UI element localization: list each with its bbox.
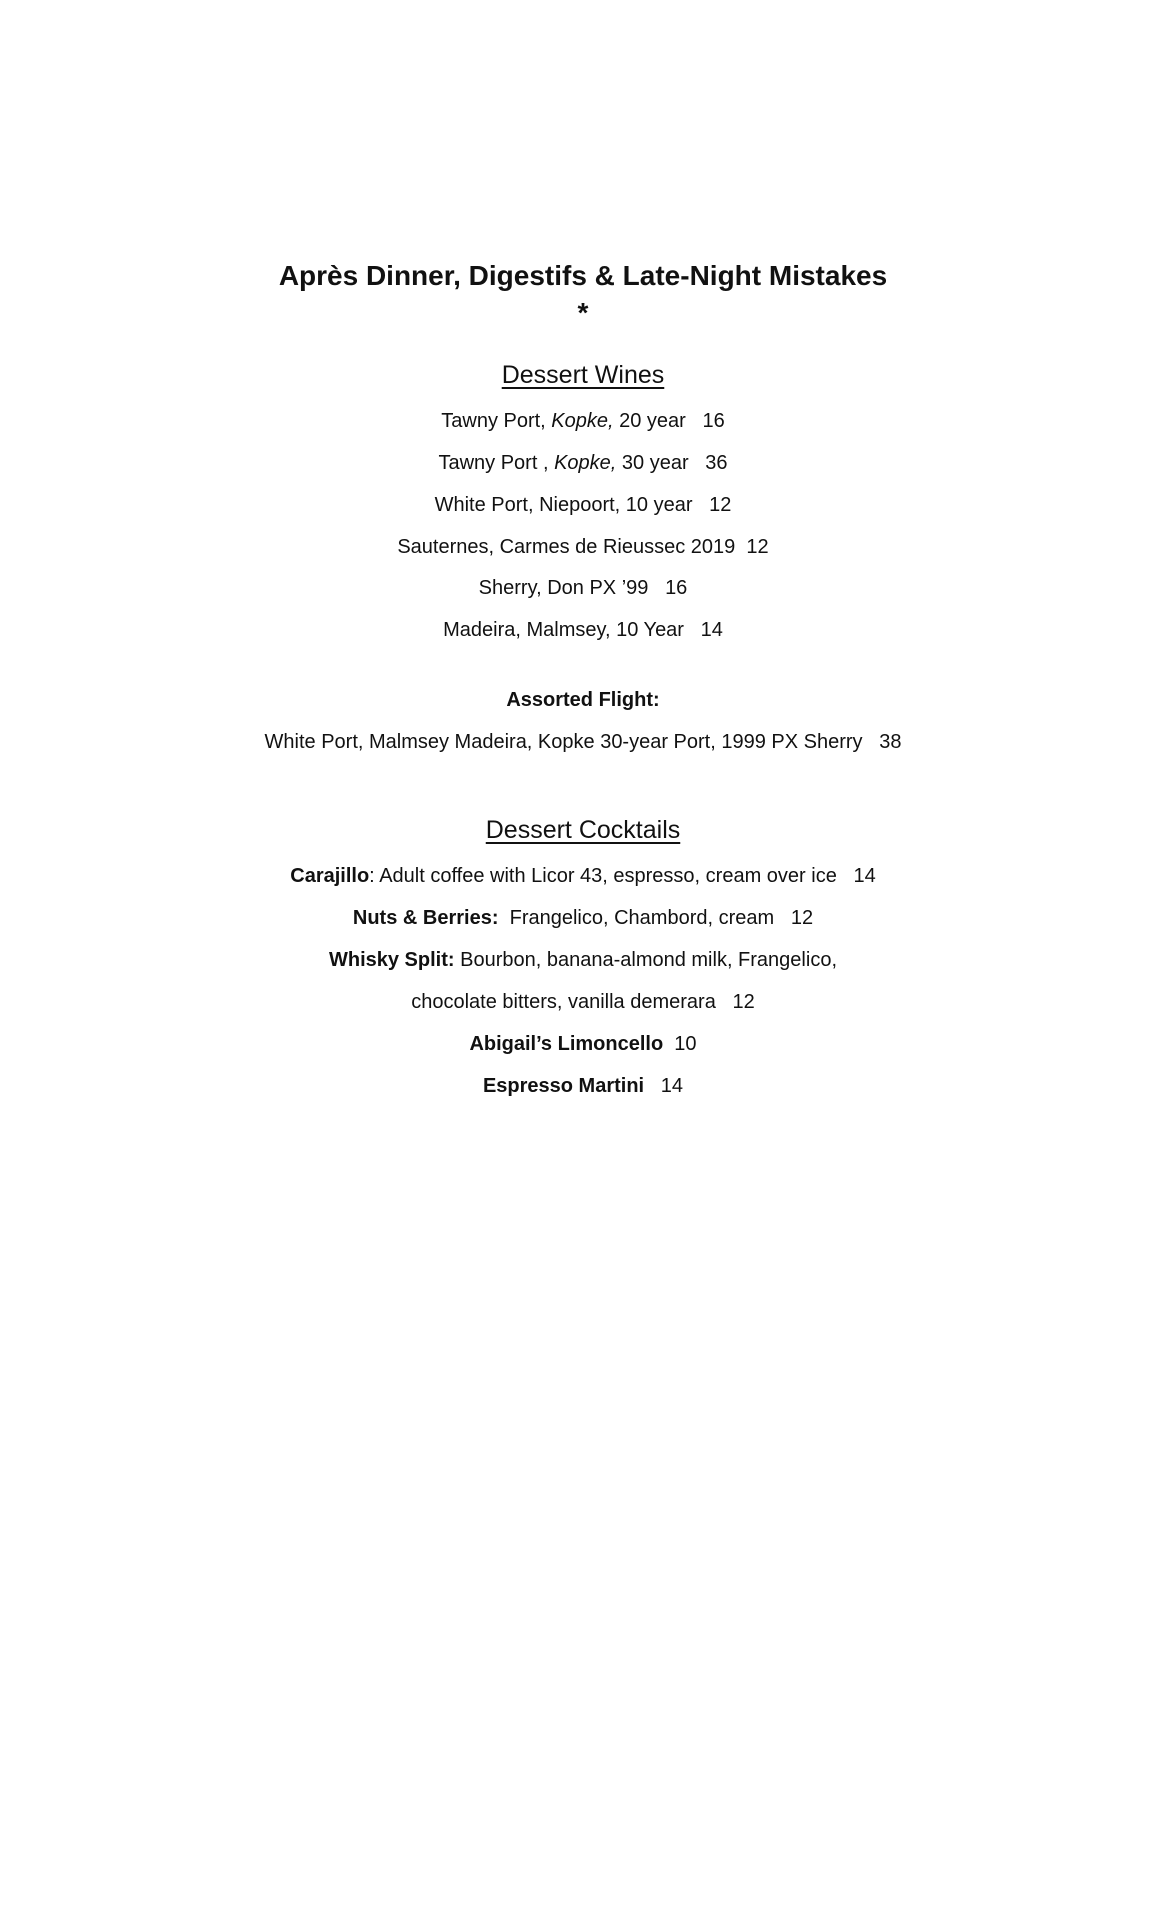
title-divider: * xyxy=(577,297,589,328)
cocktail-item: Carajillo: Adult coffee with Licor 43, espresso, cream over ice 14 xyxy=(290,865,876,887)
cocktail-name: Whisky Split: xyxy=(328,949,455,971)
wine-item: White Port, Niepoort, 10 year 12 xyxy=(434,494,732,516)
wine-item: Tawny Port , Kopke, 30 year 36 xyxy=(438,452,728,474)
cocktail-item xyxy=(0,1071,1166,1101)
cocktail-name: Abigail’s Limoncello xyxy=(469,1033,664,1055)
wine-price: 12 xyxy=(709,494,732,516)
cocktail-price: 14 xyxy=(660,1075,684,1097)
flight-item: White Port, Malmsey Madeira, Kopke 30-year Port, 1999 PX Sherry 38 xyxy=(264,731,902,753)
wine-item: Sherry, Don PX ’99 16 xyxy=(478,577,688,599)
dessert-wines-heading: Dessert Wines xyxy=(501,361,665,389)
cocktail-name: Carajillo xyxy=(290,865,370,887)
cocktail-name: Espresso Martini xyxy=(482,1075,645,1097)
cocktail-price: 14 xyxy=(853,865,876,887)
wine-item: Madeira, Malmsey, 10 Year 14 xyxy=(443,619,723,641)
cocktail-price: 12 xyxy=(790,907,814,929)
flight-label: Assorted Flight: xyxy=(506,689,660,711)
cocktail-price: 10 xyxy=(674,1033,697,1055)
wine-price: 12 xyxy=(746,536,769,558)
cocktail-item xyxy=(0,1029,1166,1059)
menu-title: Après Dinner, Digestifs & Late-Night Mistakes xyxy=(278,260,888,291)
cocktail-item: Nuts & Berries: Frangelico, Chambord, cream 12 xyxy=(352,907,814,929)
cocktail-price: 12 xyxy=(732,991,755,1013)
cocktail-item-continued: chocolate bitters, vanilla demerara 12 xyxy=(411,991,755,1013)
flight-price: 38 xyxy=(879,731,902,753)
wine-price: 14 xyxy=(700,619,723,641)
cocktail-name: Nuts & Berries: xyxy=(352,907,499,929)
wine-price: 36 xyxy=(705,452,728,474)
cocktail-item: Whisky Split: Bourbon, banana-almond milk, Frangelico, xyxy=(328,949,837,971)
wine-price: 16 xyxy=(702,410,725,432)
dessert-cocktails-heading: Dessert Cocktails xyxy=(485,816,681,844)
wine-item: Sauternes, Carmes de Rieussec 2019 12 xyxy=(397,536,769,558)
wine-price: 16 xyxy=(665,577,688,599)
wine-item: Tawny Port, Kopke, 20 year 16 xyxy=(441,410,725,432)
